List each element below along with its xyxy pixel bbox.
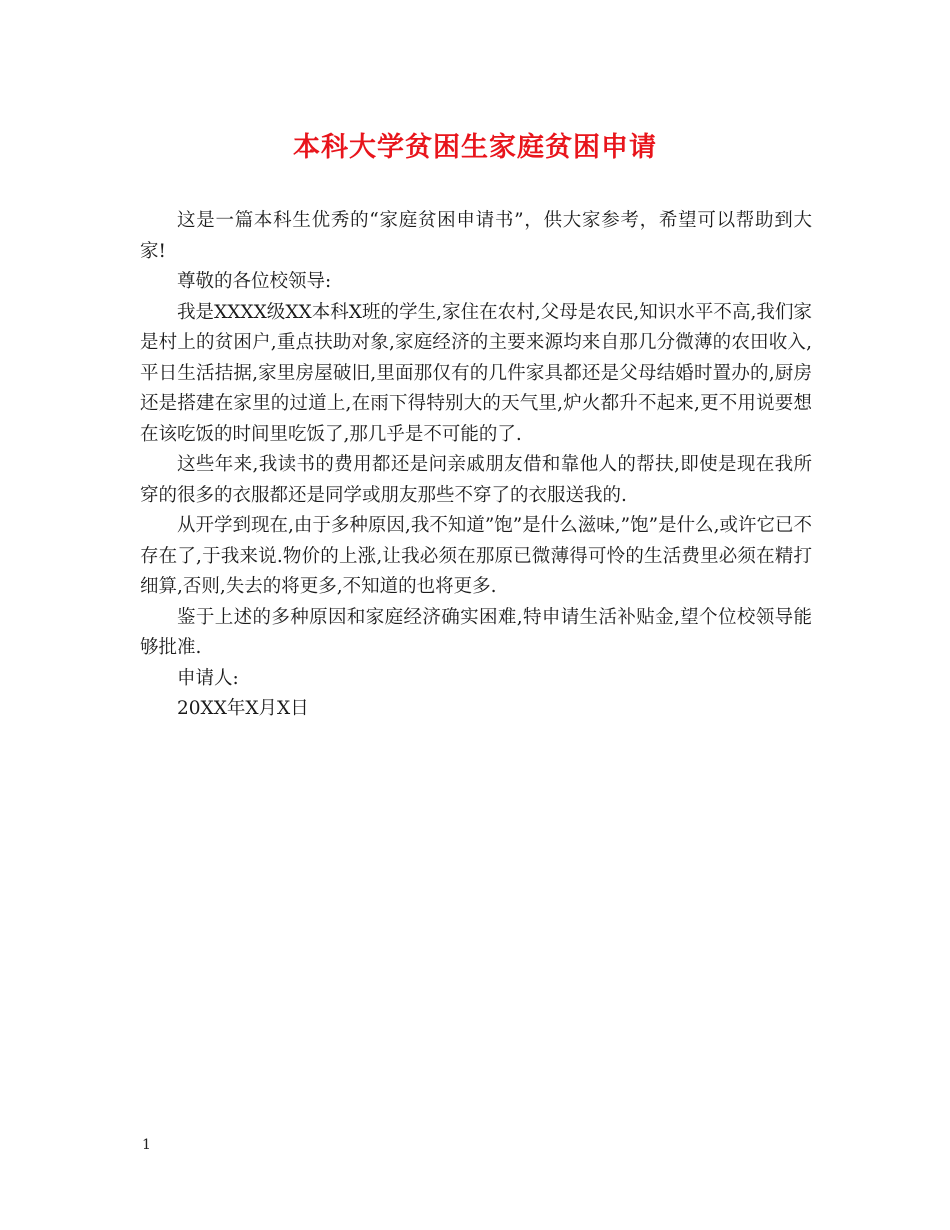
intro-paragraph: 这是一篇本科生优秀的“家庭贫困申请书”，供大家参考，希望可以帮助到大家! bbox=[140, 210, 812, 262]
body-paragraph: 我是XXXX级XX本科X班的学生,家住在农村,父母是农民,知识水平不高,我们家是村上的贫困户,重点扶助对象,家庭经济的主要来源均来自那几分微薄的农田收入,平日生活拮据,家里房屋破旧,里面那仅有的几件家具都还是父母结婚时置办的,厨房还是搭建在家里的过道上,在雨下得特别大的天气里,炉火都升不起来,更不用说要想在该吃饭的时间里吃饭了,那几乎是不可能的了. bbox=[140, 301, 812, 445]
body-paragraph: 这些年来,我读书的费用都还是问亲戚朋友借和靠他人的帮扶,即使是现在我所穿的很多的衣服都还是同学或朋友那些不穿了的衣服送我的. bbox=[140, 454, 812, 506]
date-line: 20XX年X月X日 bbox=[177, 698, 309, 719]
applicant-label: 申请人: bbox=[177, 667, 239, 689]
salutation: 尊敬的各位校领导: bbox=[177, 271, 332, 292]
closing-paragraph: 鉴于上述的多种原因和家庭经济确实困难,特申请生活补贴金,望个位校领导能够批准. bbox=[140, 606, 812, 658]
document-title: 本科大学贫困生家庭贫困申请 bbox=[293, 132, 657, 163]
document-body bbox=[140, 206, 812, 725]
body-paragraph: 从开学到现在,由于多种原因,我不知道”饱”是什么滋味,”饱”是什么,或许它已不存在了,于我来说.物价的上涨,让我必须在那原已微薄得可怜的生活费里必须在精打细算,否则,失去的将更多,不知道的也将更多. bbox=[140, 515, 812, 597]
page-number: 1 bbox=[142, 1137, 151, 1153]
